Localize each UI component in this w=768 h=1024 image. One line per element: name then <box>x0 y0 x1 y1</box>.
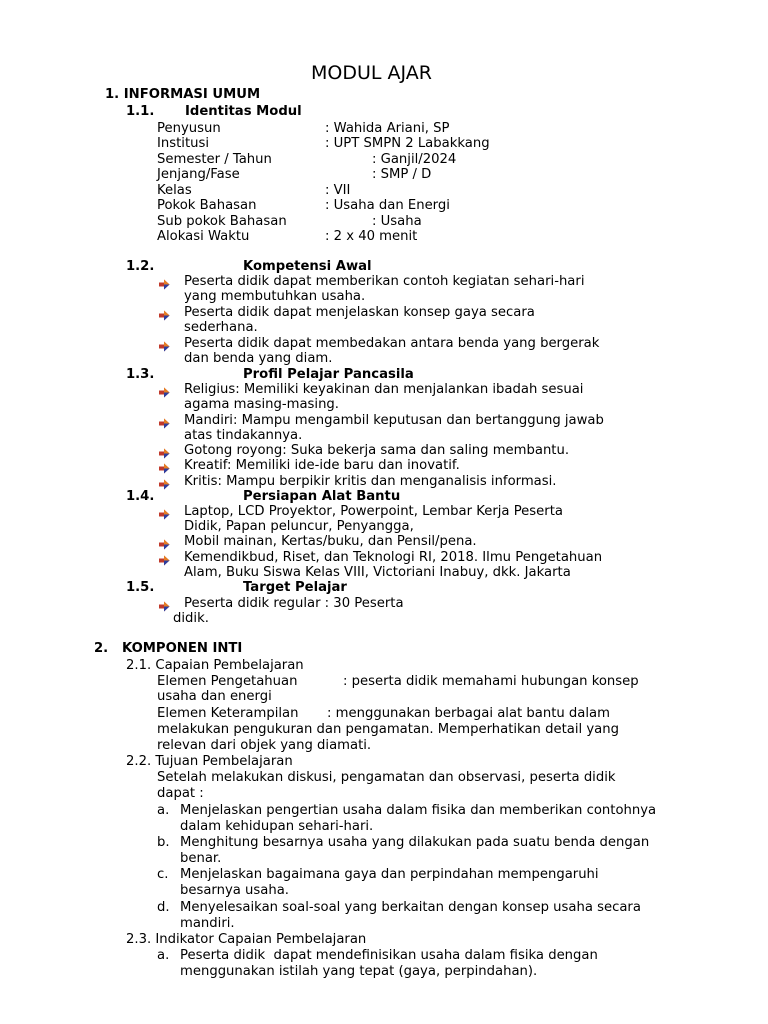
identity-key: Kelas <box>157 183 192 198</box>
list-item-text: Kreatif: Memiliki ide-ide baru dan inovatif. <box>184 458 460 473</box>
element-value-cont: melakukan pengukuran dan pengamatan. Memperhatikan detail yang <box>157 722 619 737</box>
subsection-number: 1.4. <box>126 489 155 504</box>
subsection-heading-capaian: 2.1. Capaian Pembelajaran <box>126 658 304 673</box>
list-item-text: benar. <box>180 851 222 866</box>
subsection-title-profil: Profil Pelajar Pancasila <box>243 367 414 382</box>
identity-key: Sub pokok Bahasan <box>157 214 287 229</box>
list-item-text: Peserta didik dapat menjelaskan konsep gaya secara <box>184 305 535 320</box>
element-key: Elemen Keterampilan <box>157 706 299 721</box>
element-value-cont: relevan dari objek yang diamati. <box>157 738 372 753</box>
list-item-text: agama masing-masing. <box>184 397 339 412</box>
list-item-text: Religius: Memiliki keyakinan dan menjalankan ibadah sesuai <box>184 382 584 397</box>
list-item-text: Kritis: Mampu berpikir kritis dan menganalisis informasi. <box>184 474 557 489</box>
list-item-text: Laptop, LCD Proyektor, Powerpoint, Lembar Kerja Peserta <box>184 504 563 519</box>
subsection-title-alat: Persiapan Alat Bantu <box>243 489 401 504</box>
identity-value: : VII <box>325 183 351 198</box>
identity-key: Semester / Tahun <box>157 152 272 167</box>
arrow-bullet-icon <box>159 418 170 429</box>
identity-value: : Usaha <box>372 214 422 229</box>
arrow-bullet-icon <box>159 387 170 398</box>
identity-value: : UPT SMPN 2 Labakkang <box>325 136 490 151</box>
list-item-text: Menjelaskan bagaimana gaya dan perpindahan mempengaruhi <box>180 867 599 882</box>
arrow-bullet-icon <box>159 479 170 490</box>
subsection-number: 1.2. <box>126 259 155 274</box>
list-item-text: Peserta didik regular : 30 Peserta <box>184 596 404 611</box>
identity-key: Penyusun <box>157 121 221 136</box>
list-item-text: Peserta didik dapat membedakan antara benda yang bergerak <box>184 336 600 351</box>
list-letter: a. <box>157 803 170 818</box>
subsection-number: 1.5. <box>126 580 155 595</box>
list-item-text: Didik, Papan peluncur, Penyangga, <box>184 519 414 534</box>
element-value: : menggunakan berbagai alat bantu dalam <box>327 706 610 721</box>
list-item-text: didik. <box>173 611 209 626</box>
identity-key: Institusi <box>157 136 210 151</box>
identity-value: : Usaha dan Energi <box>325 198 450 213</box>
list-item-text: besarnya usaha. <box>180 883 290 898</box>
subsection-title-kompetensi: Kompetensi Awal <box>243 259 372 274</box>
list-item-text: dalam kehidupan sehari-hari. <box>180 819 374 834</box>
list-item-text: Menjelaskan pengertian usaha dalam fisika dan memberikan contohnya <box>180 803 657 818</box>
identity-value: : SMP / D <box>372 167 432 182</box>
list-item-text: Mandiri: Mampu mengambil keputusan dan bertanggung jawab <box>184 413 604 428</box>
list-letter: a. <box>157 948 170 963</box>
identity-value: : Ganjil/2024 <box>372 152 457 167</box>
arrow-bullet-icon <box>159 341 170 352</box>
arrow-bullet-icon <box>159 463 170 474</box>
list-letter: d. <box>157 900 170 915</box>
paragraph-text: dapat : <box>157 786 204 801</box>
subsection-number: 1.1. <box>126 104 155 119</box>
arrow-bullet-icon <box>159 279 170 290</box>
list-item-text: menggunakan istilah yang tepat (gaya, perpindahan). <box>180 964 538 979</box>
arrow-bullet-icon <box>159 601 170 612</box>
element-value: : peserta didik memahami hubungan konsep <box>343 674 639 689</box>
arrow-bullet-icon <box>159 310 170 321</box>
element-value-cont: usaha dan energi <box>157 689 272 704</box>
identity-key: Jenjang/Fase <box>157 167 240 182</box>
list-item-text: mandiri. <box>180 916 235 931</box>
list-item-text: Mobil mainan, Kertas/buku, dan Pensil/pena. <box>184 534 477 549</box>
list-item-text: Kemendikbud, Riset, dan Teknologi RI, 2018. Ilmu Pengetahuan <box>184 550 603 565</box>
list-item-text: atas tindakannya. <box>184 428 303 443</box>
list-item-text: yang membutuhkan usaha. <box>184 289 366 304</box>
list-item-text: dan benda yang diam. <box>184 351 333 366</box>
document-title: MODUL AJAR <box>311 62 432 84</box>
list-item-text: Gotong royong: Suka bekerja sama dan saling membantu. <box>184 443 570 458</box>
paragraph-text: Setelah melakukan diskusi, pengamatan dan observasi, peserta didik <box>157 770 616 785</box>
subsection-title-target: Target Pelajar <box>243 580 347 595</box>
subsection-heading-indikator: 2.3. Indikator Capaian Pembelajaran <box>126 932 367 947</box>
arrow-bullet-icon <box>159 448 170 459</box>
subsection-title-identitas: Identitas Modul <box>185 104 302 119</box>
arrow-bullet-icon <box>159 555 170 566</box>
arrow-bullet-icon <box>159 539 170 550</box>
identity-value: : 2 x 40 menit <box>325 229 418 244</box>
list-item-text: Menyelesaikan soal-soal yang berkaitan dengan konsep usaha secara <box>180 900 641 915</box>
identity-key: Pokok Bahasan <box>157 198 257 213</box>
section-heading-informasi-umum: 1. INFORMASI UMUM <box>105 87 261 102</box>
list-item-text: sederhana. <box>184 320 258 335</box>
element-key: Elemen Pengetahuan <box>157 674 298 689</box>
list-item-text: Peserta didik dapat memberikan contoh kegiatan sehari-hari <box>184 274 585 289</box>
list-item-text: Peserta didik dapat mendefinisikan usaha dalam fisika dengan <box>180 948 598 963</box>
identity-key: Alokasi Waktu <box>157 229 250 244</box>
arrow-bullet-icon <box>159 509 170 520</box>
list-item-text: Menghitung besarnya usaha yang dilakukan pada suatu benda dengan <box>180 835 650 850</box>
list-letter: b. <box>157 835 170 850</box>
list-letter: c. <box>157 867 169 882</box>
subsection-number: 1.3. <box>126 367 155 382</box>
section-heading-komponen-inti: 2. KOMPONEN INTI <box>94 641 243 656</box>
list-item-text: Alam, Buku Siswa Kelas VIII, Victoriani Inabuy, dkk. Jakarta <box>184 565 571 580</box>
subsection-heading-tujuan: 2.2. Tujuan Pembelajaran <box>126 754 293 769</box>
identity-value: : Wahida Ariani, SP <box>325 121 450 136</box>
